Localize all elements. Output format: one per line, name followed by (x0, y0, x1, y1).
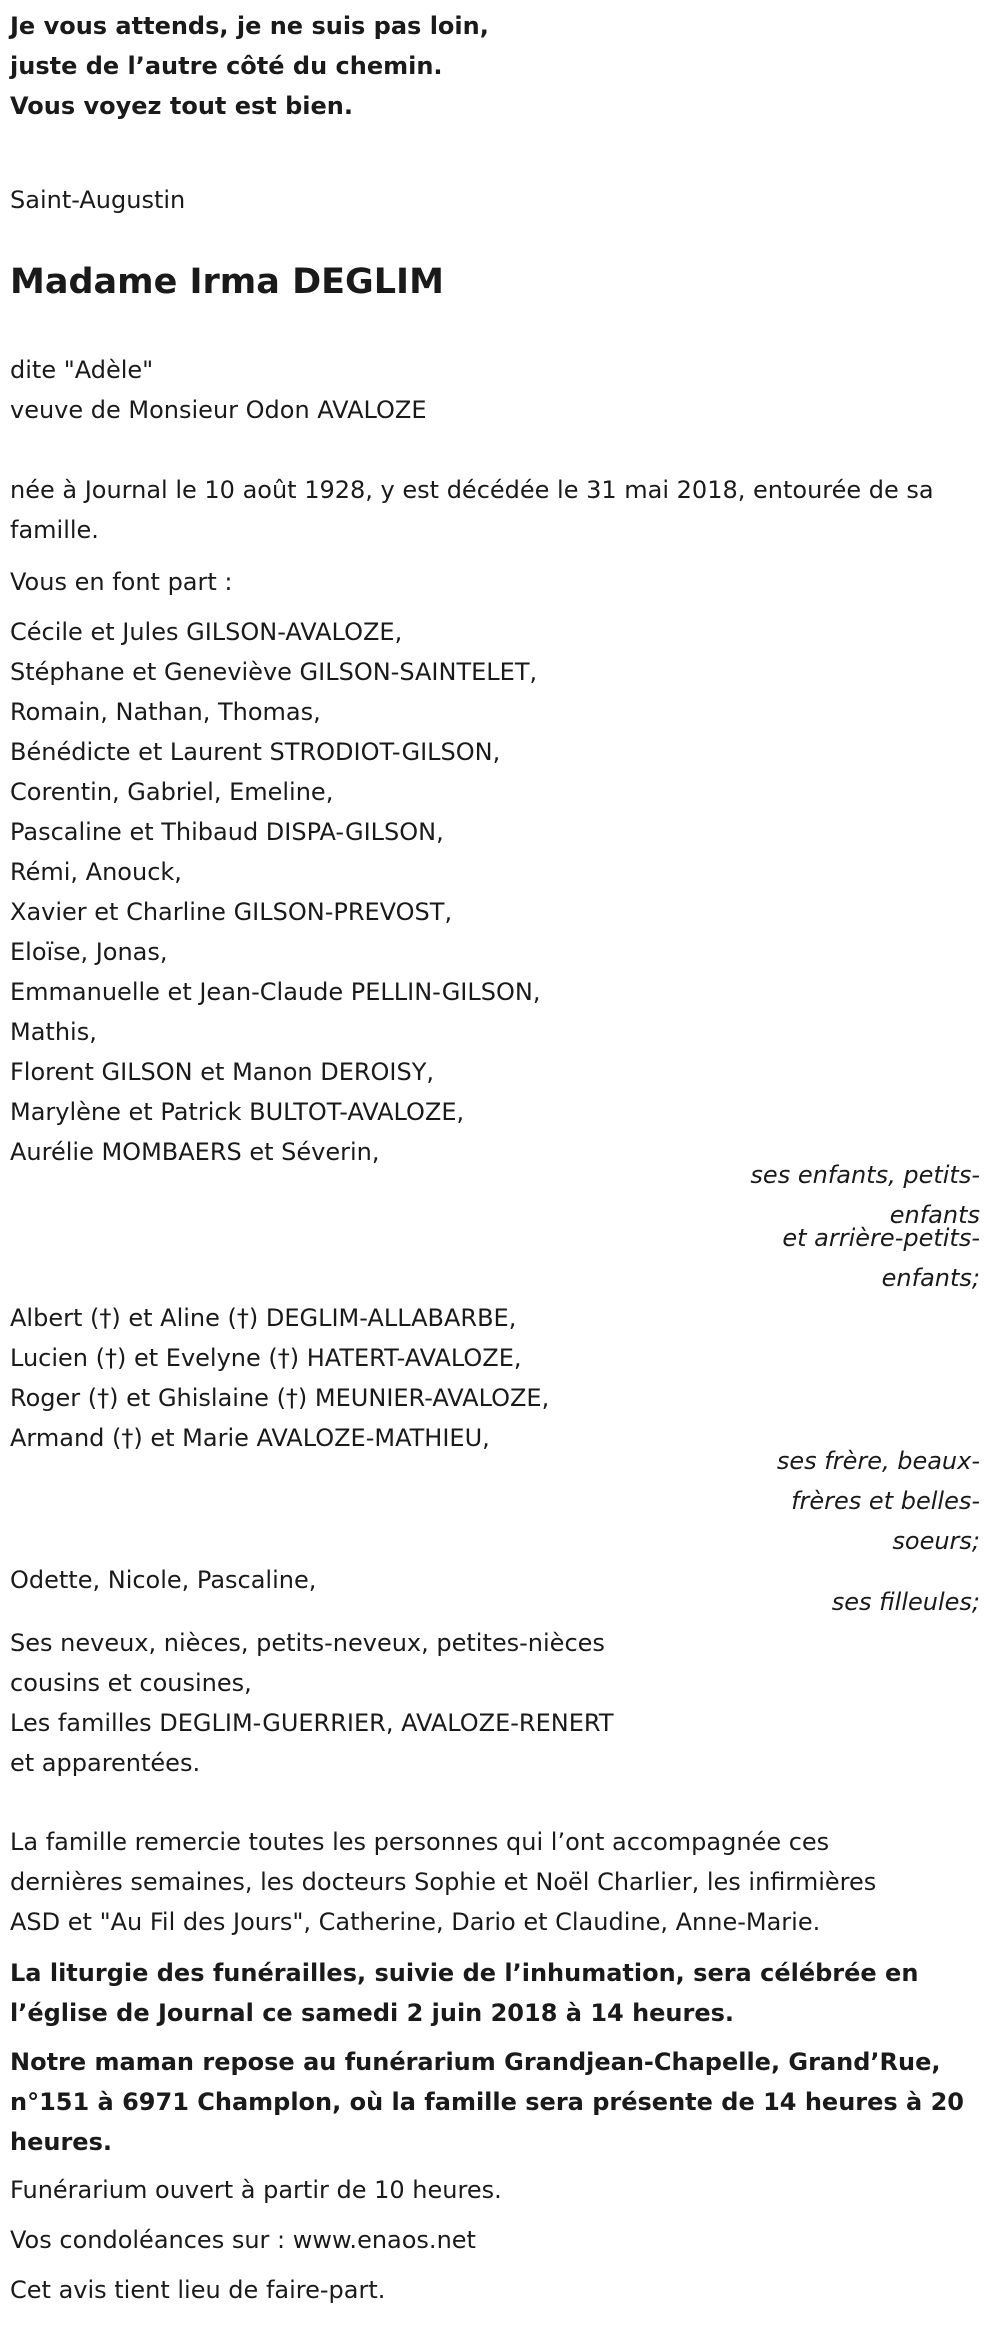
siblings-list (10, 1298, 985, 1458)
birth-death: née à Journal le 10 août 1928, y est décédée le 31 mai 2018, entourée de sa famille. (10, 476, 934, 544)
list-item: Les familles DEGLIM-GUERRIER, AVALOZE-RENERT (10, 1709, 614, 1737)
thanks-line: La famille remercie toutes les personnes qui l’ont accompagnée ces (10, 1828, 830, 1856)
poem-author: Saint-Augustin (10, 186, 186, 214)
thanks-paragraph (10, 1822, 985, 1942)
widow-of: veuve de Monsieur Odon AVALOZE (10, 396, 427, 424)
list-item: Pascaline et Thibaud DISPA-GILSON, (10, 818, 444, 846)
list-item: Lucien (†) et Evelyne (†) HATERT-AVALOZE, (10, 1344, 522, 1372)
thanks-line: ASD et "Au Fil des Jours", Catherine, Dario et Claudine, Anne-Marie. (10, 1908, 821, 1936)
funerarium-hours: Funérarium ouvert à partir de 10 heures. (10, 2176, 502, 2204)
others-list (10, 1623, 985, 1783)
rest-paragraph (10, 2042, 985, 2162)
siblings-caption-3: soeurs; (892, 1527, 980, 1555)
siblings-caption-1: ses frère, beaux- (776, 1447, 980, 1475)
notice: Cet avis tient lieu de faire-part. (10, 2276, 386, 2304)
list-item: Bénédicte et Laurent STRODIOT-GILSON, (10, 738, 501, 766)
list-item: Eloïse, Jonas, (10, 938, 168, 966)
goddaughters: Odette, Nicole, Pascaline, (10, 1566, 317, 1594)
rest-line: Notre maman repose au funérarium Grandjean-Chapelle, Grand’Rue, (10, 2048, 941, 2076)
list-item: Xavier et Charline GILSON-PREVOST, (10, 898, 453, 926)
siblings-caption-2: frères et belles- (791, 1487, 980, 1515)
funeral-paragraph (10, 1953, 985, 2033)
rest-line: n°151 à 6971 Champlon, où la famille sera présente de 14 heures à 20 (10, 2088, 964, 2116)
children-list (10, 612, 985, 1172)
condolences: Vos condoléances sur : www.enaos.net (10, 2226, 476, 2254)
list-item: Florent GILSON et Manon DEROISY, (10, 1058, 435, 1086)
funeral-line: La liturgie des funérailles, suivie de l’inhumation, sera célébrée en (10, 1959, 919, 1987)
children-caption-2: enfants (889, 1201, 980, 1229)
children-caption-1: ses enfants, petits- (750, 1161, 980, 1189)
list-item: Roger (†) et Ghislaine (†) MEUNIER-AVALOZE, (10, 1384, 550, 1412)
list-item: Mathis, (10, 1018, 97, 1046)
list-item: Marylène et Patrick BULTOT-AVALOZE, (10, 1098, 465, 1126)
list-item: Armand (†) et Marie AVALOZE-MATHIEU, (10, 1424, 490, 1452)
list-item: Albert (†) et Aline (†) DEGLIM-ALLABARBE, (10, 1304, 517, 1332)
rest-line: heures. (10, 2128, 112, 2156)
deceased-name: Madame Irma DEGLIM (10, 262, 444, 302)
poem-line: Je vous attends, je ne suis pas loin, (10, 12, 489, 40)
list-item: Romain, Nathan, Thomas, (10, 698, 321, 726)
list-item: Ses neveux, nièces, petits-neveux, petites-nièces (10, 1629, 605, 1657)
list-item: Emmanuelle et Jean-Claude PELLIN-GILSON, (10, 978, 541, 1006)
list-item: Aurélie MOMBAERS et Séverin, (10, 1138, 380, 1166)
poem-line: Vous voyez tout est bien. (10, 92, 354, 120)
list-item: cousins et cousines, (10, 1669, 252, 1697)
poem (10, 6, 985, 126)
poem-line: juste de l’autre côté du chemin. (10, 52, 443, 80)
funeral-line: l’église de Journal ce samedi 2 juin 2018 à 14 heures. (10, 1999, 735, 2027)
list-item: et apparentées. (10, 1749, 201, 1777)
children-caption-4: enfants; (881, 1264, 980, 1292)
alias: dite "Adèle" (10, 356, 154, 384)
list-item: Corentin, Gabriel, Emeline, (10, 778, 334, 806)
list-item: Cécile et Jules GILSON-AVALOZE, (10, 618, 403, 646)
goddaughters-caption: ses filleules; (831, 1588, 980, 1616)
children-caption-3: et arrière-petits- (782, 1224, 980, 1252)
thanks-line: dernières semaines, les docteurs Sophie et Noël Charlier, les infirmières (10, 1868, 877, 1896)
announcement: Vous en font part : (10, 568, 233, 596)
list-item: Rémi, Anouck, (10, 858, 182, 886)
list-item: Stéphane et Geneviève GILSON-SAINTELET, (10, 658, 538, 686)
